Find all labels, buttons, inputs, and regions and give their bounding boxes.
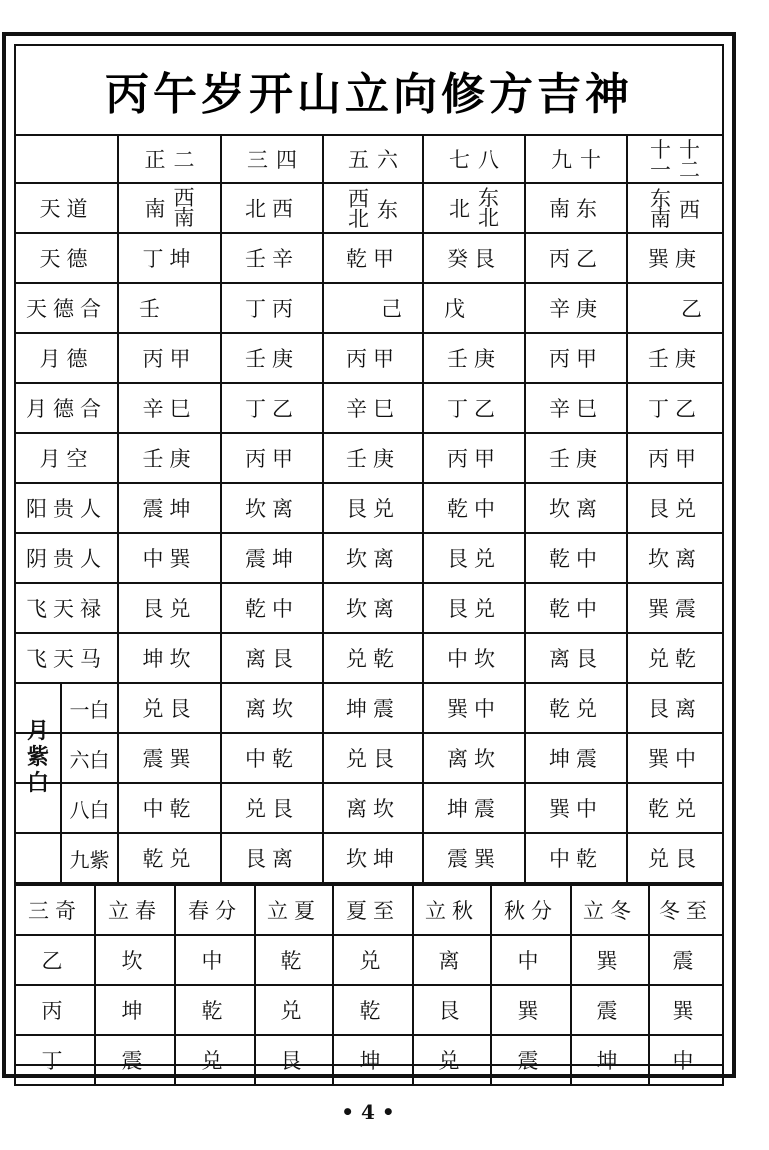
sanqi-table xyxy=(14,884,724,1086)
cell-text: 艮兑 xyxy=(346,497,400,521)
table-cell: 巽 xyxy=(571,935,649,985)
corner-cell xyxy=(15,135,118,183)
stacked-text: 西 北 xyxy=(348,187,369,231)
zibai-row xyxy=(15,783,723,833)
cell-text: 己 xyxy=(381,297,408,321)
cell-text: 中坎 xyxy=(447,647,501,671)
cell-group xyxy=(145,144,195,174)
table-cell xyxy=(525,383,627,433)
cell-text: 坎离 xyxy=(245,497,299,521)
table-cell xyxy=(323,233,423,283)
sanqi-row xyxy=(15,1035,723,1085)
cell-text: 中乾 xyxy=(549,847,603,871)
cell-text: 艮离 xyxy=(648,697,702,721)
cell-group xyxy=(650,140,700,180)
table-cell xyxy=(423,333,525,383)
table-cell xyxy=(118,833,221,883)
row-label: 阳贵人 xyxy=(15,483,118,533)
zibai-sub-label: 九紫 xyxy=(69,847,110,872)
cell-text: 坤震 xyxy=(549,747,603,771)
cell-text: 坎离 xyxy=(346,597,400,621)
cell-text: 五 xyxy=(348,148,369,172)
table-cell: 巽 xyxy=(491,985,571,1035)
zibai-group-char: 月 xyxy=(26,719,49,744)
table-cell xyxy=(525,683,627,733)
table-border xyxy=(14,44,724,1073)
cell-text: 震巽 xyxy=(447,847,501,871)
table-cell xyxy=(525,333,627,383)
table-cell xyxy=(423,433,525,483)
table-cell xyxy=(323,283,423,333)
cell-group xyxy=(247,144,297,174)
cell-text: 丙甲 xyxy=(245,447,299,471)
table-cell xyxy=(627,433,723,483)
cell-text: 四 xyxy=(276,148,297,172)
table-cell xyxy=(323,633,423,683)
table-cell xyxy=(525,483,627,533)
sanqi-header-row xyxy=(15,885,723,935)
cell-text: 癸艮 xyxy=(447,247,501,271)
table-cell xyxy=(323,533,423,583)
table-cell: 离 xyxy=(413,935,491,985)
table-cell xyxy=(323,483,423,533)
cell-text: 艮离 xyxy=(245,847,299,871)
table-cell xyxy=(525,783,627,833)
cell-text: 兑艮 xyxy=(648,847,702,871)
spirit-row xyxy=(15,183,723,233)
spirit-row xyxy=(15,233,723,283)
table-cell: 坎 xyxy=(95,935,175,985)
table-cell xyxy=(118,533,221,583)
month-header-cell xyxy=(118,135,221,183)
table-cell xyxy=(323,433,423,483)
cell-text: 乾中 xyxy=(549,547,603,571)
zibai-label-cell xyxy=(15,719,118,796)
cell-text: 乾兑 xyxy=(549,697,603,721)
cell-text: 中乾 xyxy=(142,797,197,821)
cell-text: 壬庚 xyxy=(648,347,702,371)
table-cell xyxy=(323,683,423,733)
cell-text: 离艮 xyxy=(245,647,299,671)
table-cell xyxy=(423,233,525,283)
sanqi-row-label: 丙 xyxy=(15,985,95,1035)
table-cell: 兑 xyxy=(413,1035,491,1085)
table-cell xyxy=(627,583,723,633)
table-cell xyxy=(423,833,525,883)
table-cell xyxy=(423,283,525,333)
row-label: 天德合 xyxy=(15,283,118,333)
cell-text: 离坎 xyxy=(245,697,299,721)
stacked-text: 十 一 xyxy=(650,138,671,182)
table-cell xyxy=(627,383,723,433)
table-cell: 坤 xyxy=(95,985,175,1035)
cell-text: 震坤 xyxy=(142,497,197,521)
cell-text: 戊 xyxy=(444,297,471,321)
table-cell: 兑 xyxy=(175,1035,255,1085)
table-cell: 震 xyxy=(491,1035,571,1085)
cell-text: 乾中 xyxy=(549,597,603,621)
table-cell xyxy=(118,733,221,783)
table-cell: 中 xyxy=(175,935,255,985)
cell-text: 丙乙 xyxy=(549,247,603,271)
zibai-sub-label: 八白 xyxy=(69,797,110,822)
cell-text: 丁坤 xyxy=(142,247,197,271)
spirit-row xyxy=(15,333,723,383)
cell-text: 坎离 xyxy=(549,497,603,521)
cell-text: 离坎 xyxy=(346,797,400,821)
stacked-text: 东 北 xyxy=(478,186,499,230)
cell-group xyxy=(348,189,398,229)
table-cell xyxy=(627,183,723,233)
cell-text: 北西 xyxy=(245,197,299,221)
cell-text: 丁乙 xyxy=(245,397,299,421)
table-cell xyxy=(323,183,423,233)
zibai-group-spacer xyxy=(16,719,62,796)
zibai-sub-label: 六白 xyxy=(69,747,110,772)
cell-text: 辛巳 xyxy=(142,397,197,421)
cell-text: 壬庚 xyxy=(549,447,603,471)
table-cell xyxy=(627,483,723,533)
month-header-row xyxy=(15,135,723,183)
cell-text: 兑乾 xyxy=(648,647,702,671)
table-cell: 震 xyxy=(95,1035,175,1085)
table-cell xyxy=(423,583,525,633)
cell-text: 西 xyxy=(679,198,700,222)
table-cell xyxy=(423,383,525,433)
solar-term-cell: 夏至 xyxy=(333,885,413,935)
cell-text: 震巽 xyxy=(142,747,197,771)
table-cell: 震 xyxy=(649,935,723,985)
table-cell xyxy=(525,183,627,233)
row-label: 飞天禄 xyxy=(15,583,118,633)
table-cell xyxy=(118,483,221,533)
zibai-group-spacer xyxy=(16,784,62,832)
table-cell xyxy=(221,433,323,483)
stacked-text: 十 二 xyxy=(679,138,700,182)
spirits-table xyxy=(14,134,724,884)
cell-text: 壬庚 xyxy=(447,347,501,371)
table-cell xyxy=(525,433,627,483)
cell-text: 东 xyxy=(377,198,398,222)
table-cell xyxy=(221,833,323,883)
cell-text: 七 xyxy=(449,148,470,172)
cell-text: 丙甲 xyxy=(142,347,197,371)
cell-text: 九 xyxy=(551,148,572,172)
zibai-sub-label: 一白 xyxy=(69,697,110,722)
table-cell xyxy=(525,583,627,633)
table-cell xyxy=(525,283,627,333)
zibai-group-char: 白 xyxy=(26,771,49,796)
zibai-group-char: 紫 xyxy=(26,745,49,770)
table-cell xyxy=(221,333,323,383)
table-cell xyxy=(221,483,323,533)
zibai-row xyxy=(15,733,723,783)
month-header-cell xyxy=(423,135,525,183)
cell-text: 巽震 xyxy=(648,597,702,621)
solar-term-cell: 立夏 xyxy=(255,885,333,935)
cell-text: 离坎 xyxy=(447,747,501,771)
spirit-row xyxy=(15,583,723,633)
table-cell xyxy=(118,333,221,383)
cell-text: 坤震 xyxy=(346,697,400,721)
cell-text: 壬庚 xyxy=(142,447,197,471)
cell-text: 巽中 xyxy=(447,697,501,721)
zibai-row xyxy=(15,833,723,883)
table-cell xyxy=(118,233,221,283)
cell-text: 离艮 xyxy=(549,647,603,671)
spirit-row xyxy=(15,633,723,683)
spirit-row xyxy=(15,483,723,533)
table-cell: 兑 xyxy=(333,935,413,985)
zibai-label-cell xyxy=(15,833,118,883)
table-cell xyxy=(627,783,723,833)
table-cell xyxy=(323,733,423,783)
spirit-row xyxy=(15,383,723,433)
cell-text: 壬 xyxy=(139,297,166,321)
row-label: 月空 xyxy=(15,433,118,483)
cell-text: 乾甲 xyxy=(346,247,400,271)
table-cell xyxy=(627,533,723,583)
table-cell xyxy=(525,633,627,683)
cell-text: 艮兑 xyxy=(142,597,197,621)
solar-term-cell: 冬至 xyxy=(649,885,723,935)
sanqi-header-label: 三奇 xyxy=(15,885,95,935)
table-cell xyxy=(423,633,525,683)
sanqi-row-label: 乙 xyxy=(15,935,95,985)
cell-text: 中巽 xyxy=(142,547,197,571)
table-cell: 艮 xyxy=(255,1035,333,1085)
cell-text: 六 xyxy=(377,148,398,172)
sanqi-row-label: 丁 xyxy=(15,1035,95,1085)
table-cell xyxy=(525,233,627,283)
cell-text: 震坤 xyxy=(245,547,299,571)
cell-text: 巽中 xyxy=(549,797,603,821)
cell-text: 坎离 xyxy=(648,547,702,571)
table-cell xyxy=(323,383,423,433)
cell-text: 乾兑 xyxy=(142,847,197,871)
month-header-cell xyxy=(221,135,323,183)
spirit-row xyxy=(15,533,723,583)
cell-text: 丙甲 xyxy=(549,347,603,371)
table-cell xyxy=(118,283,221,333)
cell-text: 正 xyxy=(144,148,166,172)
table-cell xyxy=(221,533,323,583)
table-cell xyxy=(627,733,723,783)
table-cell xyxy=(627,233,723,283)
cell-text: 艮兑 xyxy=(447,547,501,571)
cell-text: 兑艮 xyxy=(142,697,197,721)
table-cell xyxy=(221,283,323,333)
table-cell xyxy=(118,633,221,683)
cell-text: 丙甲 xyxy=(447,447,501,471)
page-frame xyxy=(2,32,736,1078)
table-cell xyxy=(423,683,525,733)
stacked-text: 东 南 xyxy=(650,187,671,231)
cell-group xyxy=(449,144,499,174)
table-cell xyxy=(221,633,323,683)
cell-text: 乾中 xyxy=(447,497,501,521)
cell-text: 乙 xyxy=(681,297,708,321)
cell-text: 南 xyxy=(144,197,166,221)
stacked-text: 西 南 xyxy=(173,186,195,230)
solar-term-cell: 立秋 xyxy=(413,885,491,935)
table-cell: 乾 xyxy=(175,985,255,1035)
table-cell xyxy=(118,683,221,733)
cell-text: 艮兑 xyxy=(447,597,501,621)
cell-text: 巽中 xyxy=(648,747,702,771)
cell-text: 壬辛 xyxy=(245,247,299,271)
row-label: 阴贵人 xyxy=(15,533,118,583)
solar-term-cell: 秋分 xyxy=(491,885,571,935)
cell-text: 兑艮 xyxy=(346,747,400,771)
table-cell xyxy=(118,383,221,433)
cell-group xyxy=(650,189,700,229)
spirit-row xyxy=(15,283,723,333)
solar-term-cell: 立冬 xyxy=(571,885,649,935)
cell-text: 中乾 xyxy=(245,747,299,771)
cell-text: 丁乙 xyxy=(648,397,702,421)
table-cell: 中 xyxy=(491,935,571,985)
table-cell xyxy=(118,433,221,483)
table-cell: 乾 xyxy=(333,985,413,1035)
table-cell: 巽 xyxy=(649,985,723,1035)
table-cell: 震 xyxy=(571,985,649,1035)
sanqi-row xyxy=(15,935,723,985)
cell-text: 丙甲 xyxy=(346,347,400,371)
table-cell xyxy=(627,283,723,333)
page-number: • 4 • xyxy=(341,1100,395,1124)
table-cell: 艮 xyxy=(413,985,491,1035)
table-cell: 坤 xyxy=(571,1035,649,1085)
table-cell xyxy=(323,333,423,383)
table-cell xyxy=(221,733,323,783)
cell-text: 二 xyxy=(173,148,195,172)
table-cell xyxy=(323,783,423,833)
row-label: 天道 xyxy=(15,183,118,233)
zibai-label-cell xyxy=(15,783,118,833)
table-cell xyxy=(221,183,323,233)
cell-text: 乾中 xyxy=(245,597,299,621)
page-title: 丙午岁开山立向修方吉神 xyxy=(105,69,633,120)
cell-text: 辛巳 xyxy=(346,397,400,421)
table-cell xyxy=(323,583,423,633)
row-label: 天德 xyxy=(15,233,118,283)
table-cell xyxy=(423,783,525,833)
cell-group xyxy=(449,188,499,228)
table-cell: 兑 xyxy=(255,985,333,1035)
cell-text: 壬庚 xyxy=(245,347,299,371)
table-cell xyxy=(423,733,525,783)
cell-text: 南东 xyxy=(549,197,603,221)
table-cell xyxy=(221,683,323,733)
cell-text: 乾兑 xyxy=(648,797,702,821)
table-cell xyxy=(627,633,723,683)
cell-group xyxy=(551,144,601,174)
cell-text: 北 xyxy=(449,197,470,221)
table-cell: 坤 xyxy=(333,1035,413,1085)
table-cell: 中 xyxy=(649,1035,723,1085)
zibai-row xyxy=(15,683,723,733)
table-cell xyxy=(221,383,323,433)
cell-group xyxy=(348,144,398,174)
table-cell xyxy=(525,733,627,783)
cell-text: 兑艮 xyxy=(245,797,299,821)
spirit-row xyxy=(15,433,723,483)
cell-text: 坎离 xyxy=(346,547,400,571)
zibai-group-spacer xyxy=(16,834,62,882)
cell-text: 壬庚 xyxy=(346,447,400,471)
row-label: 月德合 xyxy=(15,383,118,433)
cell-text: 丙甲 xyxy=(648,447,702,471)
table-cell xyxy=(118,783,221,833)
table-cell xyxy=(423,483,525,533)
cell-text: 坎坤 xyxy=(346,847,400,871)
table-cell xyxy=(423,533,525,583)
cell-text: 三 xyxy=(247,148,268,172)
month-header-cell xyxy=(627,135,723,183)
cell-text: 八 xyxy=(478,148,499,172)
table-cell xyxy=(627,683,723,733)
cell-text: 十 xyxy=(580,148,601,172)
table-cell xyxy=(221,783,323,833)
table-cell: 乾 xyxy=(255,935,333,985)
cell-text: 艮兑 xyxy=(648,497,702,521)
table-cell xyxy=(118,183,221,233)
table-cell xyxy=(627,833,723,883)
month-header-cell xyxy=(323,135,423,183)
cell-text: 巽庚 xyxy=(648,247,702,271)
cell-text: 兑乾 xyxy=(346,647,400,671)
solar-term-cell: 立春 xyxy=(95,885,175,935)
row-label: 飞天马 xyxy=(15,633,118,683)
cell-text: 辛庚 xyxy=(549,297,603,321)
row-label: 月德 xyxy=(15,333,118,383)
cell-group xyxy=(145,188,195,228)
cell-text: 坤震 xyxy=(447,797,501,821)
cell-text: 坤坎 xyxy=(142,647,197,671)
sanqi-row xyxy=(15,985,723,1035)
table-cell xyxy=(221,583,323,633)
solar-term-cell: 春分 xyxy=(175,885,255,935)
table-cell xyxy=(627,333,723,383)
table-cell xyxy=(423,183,525,233)
table-cell xyxy=(221,233,323,283)
table-cell xyxy=(525,833,627,883)
table-cell xyxy=(118,583,221,633)
table-cell xyxy=(525,533,627,583)
table-cell xyxy=(323,833,423,883)
cell-text: 丁乙 xyxy=(447,397,501,421)
cell-text: 丁丙 xyxy=(245,297,299,321)
cell-text: 辛巳 xyxy=(549,397,603,421)
month-header-cell xyxy=(525,135,627,183)
